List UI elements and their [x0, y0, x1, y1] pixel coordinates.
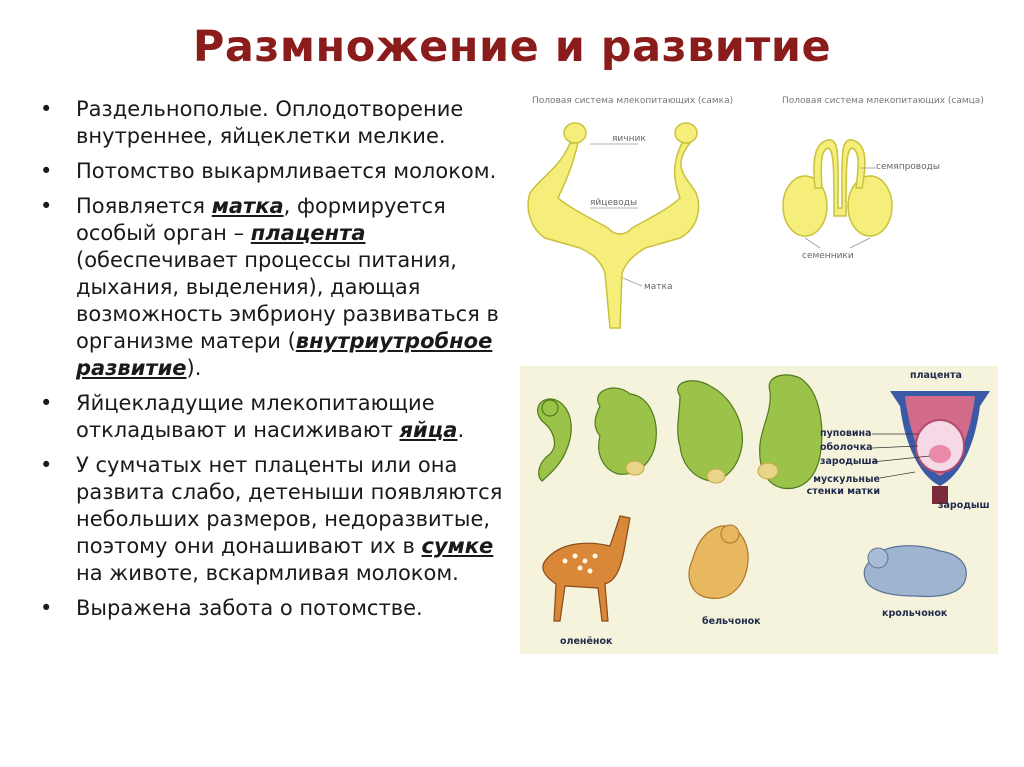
embryo-stages-icon	[538, 375, 822, 489]
label-rabbit: крольчонок	[882, 608, 948, 619]
label-vas-deferens: семяпроводы	[876, 162, 940, 172]
bullet-item	[38, 452, 508, 587]
bullet-text-part: У сумчатых нет плаценты или она развита слабо, детеныши появляются небольших размеров, недоразвитые, поэтому они донашивают их в	[76, 453, 503, 558]
label-fawn: оленёнок	[560, 636, 613, 647]
label-ovary: яичник	[612, 134, 646, 144]
label-testes: семенники	[802, 251, 854, 261]
bullet-text-part: (обеспечивает процессы питания, дыхания, выделения), дающая возможность эмбриону развиваться в организме матери (	[76, 248, 499, 353]
label-placenta: плацента	[910, 370, 962, 381]
label-muscle-1: мускульные	[813, 474, 880, 485]
squirrel-icon	[689, 525, 748, 598]
male-caption: Половая система млекопитающих (самца)	[782, 96, 984, 106]
label-squirrel: бельчонок	[702, 616, 761, 627]
label-fetus: зародыш	[938, 500, 990, 511]
bullet-item	[38, 158, 508, 185]
bullet-text-part: на животе, вскармливая молоком.	[76, 561, 459, 585]
fawn-icon	[543, 516, 630, 621]
bullet-dot-icon: •	[40, 97, 53, 121]
bullet-text: Потомство выкармливается молоком.	[76, 159, 497, 183]
keyword-placenta: плацента	[250, 221, 366, 245]
slide-title: Размножение и развитие	[192, 22, 832, 72]
bullet-dot-icon: •	[40, 194, 53, 218]
embryo-development-panel	[520, 366, 998, 654]
bullet-text: Раздельнополые. Оплодотворение внутреннее, яйцеклетки мелкие.	[76, 97, 464, 148]
reproductive-system-diagram	[520, 88, 1010, 338]
bullet-item	[38, 193, 508, 382]
keyword-uterus: матка	[211, 194, 284, 218]
label-uterus: матка	[644, 282, 673, 292]
bullet-text: Выражена забота о потомстве.	[76, 596, 423, 620]
keyword-pouch: сумке	[421, 534, 494, 558]
keyword-eggs: яйца	[399, 418, 458, 442]
female-organs-icon	[528, 123, 698, 328]
bullet-list	[38, 96, 508, 630]
label-muscle-2: стенки матки	[806, 486, 880, 497]
label-embryo-of: зародыша	[820, 456, 879, 467]
label-membrane: оболочка	[820, 442, 873, 453]
bullet-text-part: Яйцекладущие млекопитающие откладывают и насиживают	[76, 391, 435, 442]
female-caption: Половая система млекопитающих (самка)	[532, 96, 734, 106]
keyword-intrauterine: внутриутробное развитие	[76, 329, 493, 380]
placenta-diagram-icon	[890, 391, 990, 504]
organ-drawings	[520, 88, 1010, 338]
bullet-dot-icon: •	[40, 596, 53, 620]
rabbit-icon	[864, 546, 966, 597]
label-umbilical-cord: пуповина	[820, 428, 872, 439]
label-oviducts: яйцеводы	[590, 198, 638, 208]
bullet-text-part: .	[457, 418, 465, 442]
bullet-item	[38, 390, 508, 444]
bullet-text-part: Появляется	[76, 194, 212, 218]
bullet-item	[38, 96, 508, 150]
bullet-dot-icon: •	[40, 453, 53, 477]
bullet-text-part: , формируется особый орган –	[76, 194, 446, 245]
bullet-dot-icon: •	[40, 159, 53, 183]
male-organs-icon	[783, 140, 892, 236]
bullet-dot-icon: •	[40, 391, 53, 415]
bullet-text-part: ).	[186, 356, 202, 380]
bullet-item	[38, 595, 508, 622]
